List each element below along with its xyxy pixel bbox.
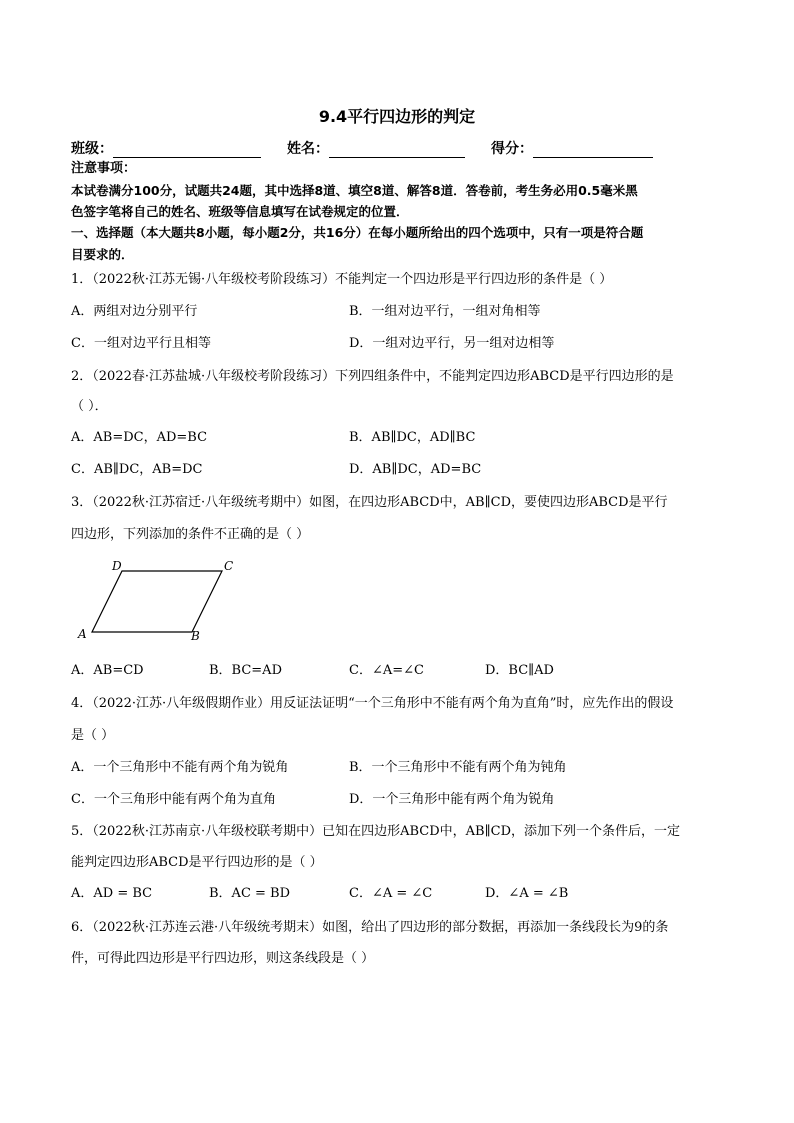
- class-field[interactable]: [113, 143, 261, 158]
- parallelogram-shape: [92, 571, 222, 632]
- question-5-stem: 5．（2022秋·江苏南京·八年级校联考期中）已知在四边形ABCD中，AB∥CD，添加下列一个条件后，一定: [71, 824, 680, 839]
- name-field[interactable]: [329, 143, 465, 158]
- q2-option-b[interactable]: B．AB∥DC，AD∥BC: [349, 430, 476, 445]
- question-4-stem: 4．（2022·江苏·八年级假期作业）用反证法证明“一个三角形中不能有两个角为直角”时，应先作出的假设: [71, 696, 674, 711]
- q4-option-d[interactable]: D．一个三角形中能有两个角为锐角: [349, 792, 555, 807]
- question-2-stem-cont: （ ）．: [71, 399, 108, 414]
- q1-option-c[interactable]: C．一组对边平行且相等: [71, 336, 211, 351]
- student-info-row: [71, 138, 653, 158]
- q5-option-b[interactable]: B．AC = BD: [209, 886, 291, 901]
- notice-line-2: 色签字笔将自己的姓名、班级等信息填写在试卷规定的位置．: [71, 204, 409, 219]
- figure-label-b: B: [191, 629, 200, 643]
- q2-option-d[interactable]: D．AB∥DC，AD=BC: [349, 462, 482, 477]
- q1-option-d[interactable]: D．一组对边平行，另一组对边相等: [349, 336, 555, 351]
- question-2-stem: 2．（2022春·江苏盐城·八年级校考阶段练习）下列四组条件中，不能判定四边形ABCD是平行四边形的是: [71, 369, 674, 384]
- page-title: 9.4平行四边形的判定: [318, 107, 476, 126]
- q3-option-a[interactable]: A．AB=CD: [71, 663, 144, 678]
- figure-label-c: C: [224, 559, 234, 573]
- question-3-stem: 3．（2022秋·江苏宿迁·八年级统考期中）如图，在四边形ABCD中，AB∥CD，要使四边形ABCD是平行: [71, 495, 668, 510]
- section-heading-line-1: 一、选择题（本大题共8小题，每小题2分，共16分）在每小题所给出的四个选项中，只有一项是符合题: [71, 225, 644, 240]
- q1-option-a[interactable]: A．两组对边分别平行: [71, 304, 198, 319]
- class-label: 班级：: [71, 141, 113, 157]
- name-label: 姓名：: [287, 141, 329, 157]
- q1-option-b[interactable]: B．一组对边平行，一组对角相等: [349, 304, 541, 319]
- question-1-stem: 1．（2022秋·江苏无锡·八年级校考阶段练习）不能判定一个四边形是平行四边形的条件是（ ）: [71, 272, 613, 287]
- question-6-stem-cont: 件，可得此四边形是平行四边形，则这条线段是（ ）: [71, 951, 375, 966]
- section-heading-line-2: 目要求的．: [71, 247, 134, 262]
- question-5-stem-cont: 能判定四边形ABCD是平行四边形的是（ ）: [71, 855, 323, 870]
- figure-label-a: A: [78, 627, 87, 641]
- notice-heading: 注意事项：: [71, 161, 137, 176]
- q4-option-a[interactable]: A．一个三角形中不能有两个角为锐角: [71, 760, 289, 775]
- q2-option-c[interactable]: C．AB∥DC，AB=DC: [71, 462, 203, 477]
- question-6-stem: 6．（2022秋·江苏连云港·八年级统考期末）如图，给出了四边形的部分数据，再添加一条线段长为9的条: [71, 920, 669, 935]
- q3-option-d[interactable]: D．BC∥AD: [485, 663, 554, 678]
- score-label: 得分：: [491, 141, 533, 157]
- score-field[interactable]: [533, 143, 653, 158]
- question-4-stem-cont: 是（ ）: [71, 728, 115, 743]
- q4-option-c[interactable]: C．一个三角形中能有两个角为直角: [71, 792, 276, 807]
- q5-option-a[interactable]: A．AD = BC: [71, 886, 153, 901]
- notice-line-1: 本试卷满分100分，试题共24题，其中选择8道、填空8道、解答8道．答卷前，考生务必用0.5毫米黑: [71, 183, 638, 198]
- q3-option-c[interactable]: C．∠A=∠C: [349, 663, 424, 678]
- q4-option-b[interactable]: B．一个三角形中不能有两个角为钝角: [349, 760, 567, 775]
- q2-option-a[interactable]: A．AB=DC，AD=BC: [71, 430, 208, 445]
- question-3-stem-cont: 四边形，下列添加的条件不正确的是（ ）: [71, 527, 310, 542]
- parallelogram-figure: [72, 556, 242, 644]
- figure-label-d: D: [112, 559, 122, 573]
- q5-option-d[interactable]: D．∠A = ∠B: [485, 886, 569, 901]
- q5-option-c[interactable]: C．∠A = ∠C: [349, 886, 433, 901]
- q3-option-b[interactable]: B．BC=AD: [209, 663, 282, 678]
